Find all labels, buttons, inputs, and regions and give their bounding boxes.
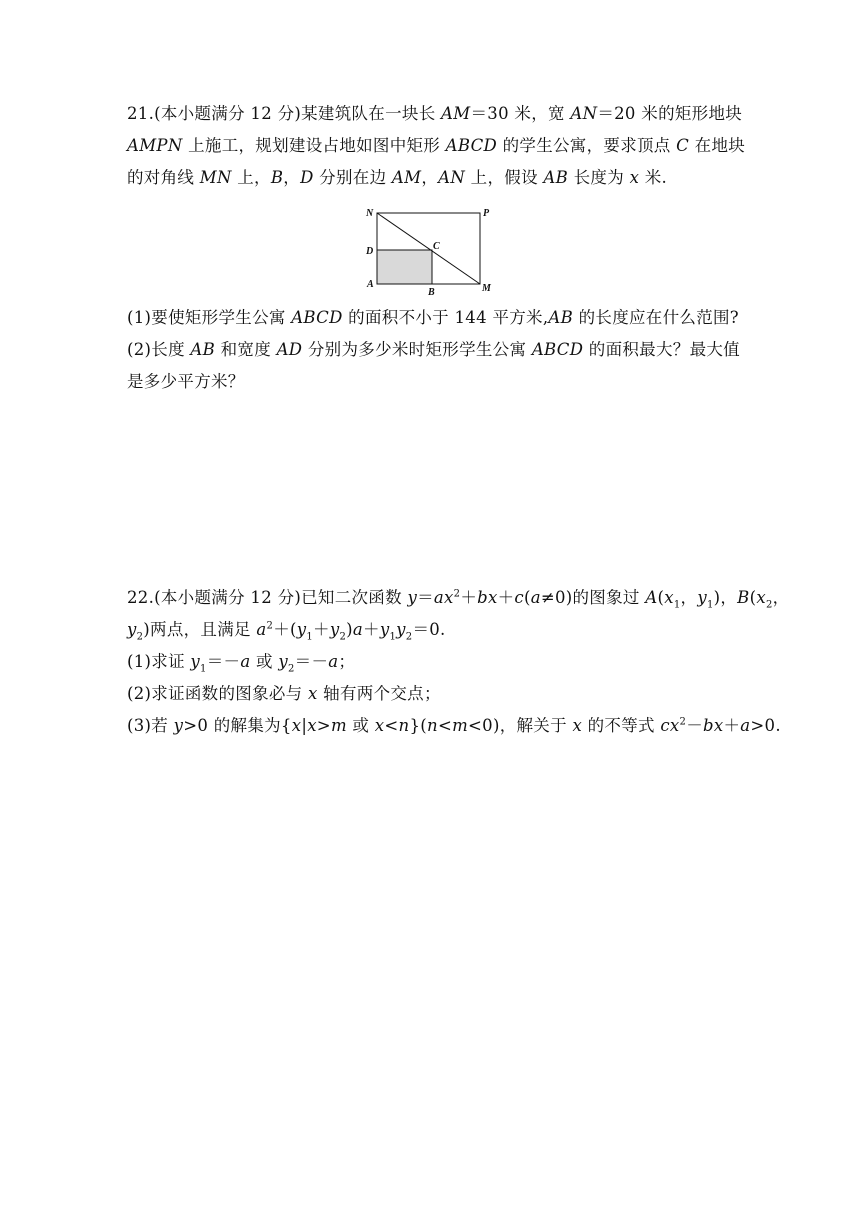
rectangle-diagram — [362, 204, 498, 296]
problem-21-line: AMPN 上施工，规划建设占地如图中矩形 ABCD 的学生公寓，要求顶点 C 在地块 — [127, 136, 746, 155]
problem-22-line: 22.(本小题满分 12 分)已知二次函数 $y=ax^2+bx+c(a\ne 0)$的图象过 $A(x_1$，$y_1$)，$B(x_2$， — [127, 588, 790, 611]
label-c: C — [433, 241, 440, 252]
problem-21-line: 的对角线 MN 上，B，D 分别在边 AM，AN 上，假设 AB 长度为 x 米. — [127, 168, 668, 187]
label-d: D — [366, 246, 374, 257]
label-n: N — [366, 208, 374, 219]
problem-21-question-2-cont: 是多少平方米？ — [127, 372, 245, 391]
label-b: B — [428, 287, 435, 296]
problem-22-question-2: (2)求证函数的图象必与 x 轴有两个交点； — [127, 684, 441, 703]
problem-21-question-1: (1)要使矩形学生公寓 ABCD 的面积不小于 144 平方米,AB 的长度应在什么范围? — [127, 308, 739, 327]
rectangle-abcd — [377, 250, 432, 284]
problem-22-line: $y_2$)两点，且满足 $a^2+(y_1+y_2)a+y_1y_2=0$. — [127, 620, 446, 643]
label-a: A — [367, 279, 374, 290]
problem-22-question-1: (1)求证 $y_1=-a$ 或 $y_2=-a$； — [127, 652, 356, 675]
rectangle-diagram-svg — [362, 204, 498, 296]
label-m: M — [482, 283, 491, 294]
problem-21-line: 21.(本小题满分 12 分)某建筑队在一块长 AM＝30 米，宽 AN＝20 米的矩形地块 — [127, 104, 743, 123]
label-p: P — [483, 208, 490, 219]
problem-21-question-2: (2)长度 AB 和宽度 AD 分别为多少米时矩形学生公寓 ABCD 的面积最大？最大值 — [127, 340, 740, 359]
problem-22-question-3: (3)若 y>0 的解集为{x|x>m 或 x<n}(n<m<0)，解关于 x 的不等式 $cx^2-bx+a>0$. — [127, 716, 781, 735]
